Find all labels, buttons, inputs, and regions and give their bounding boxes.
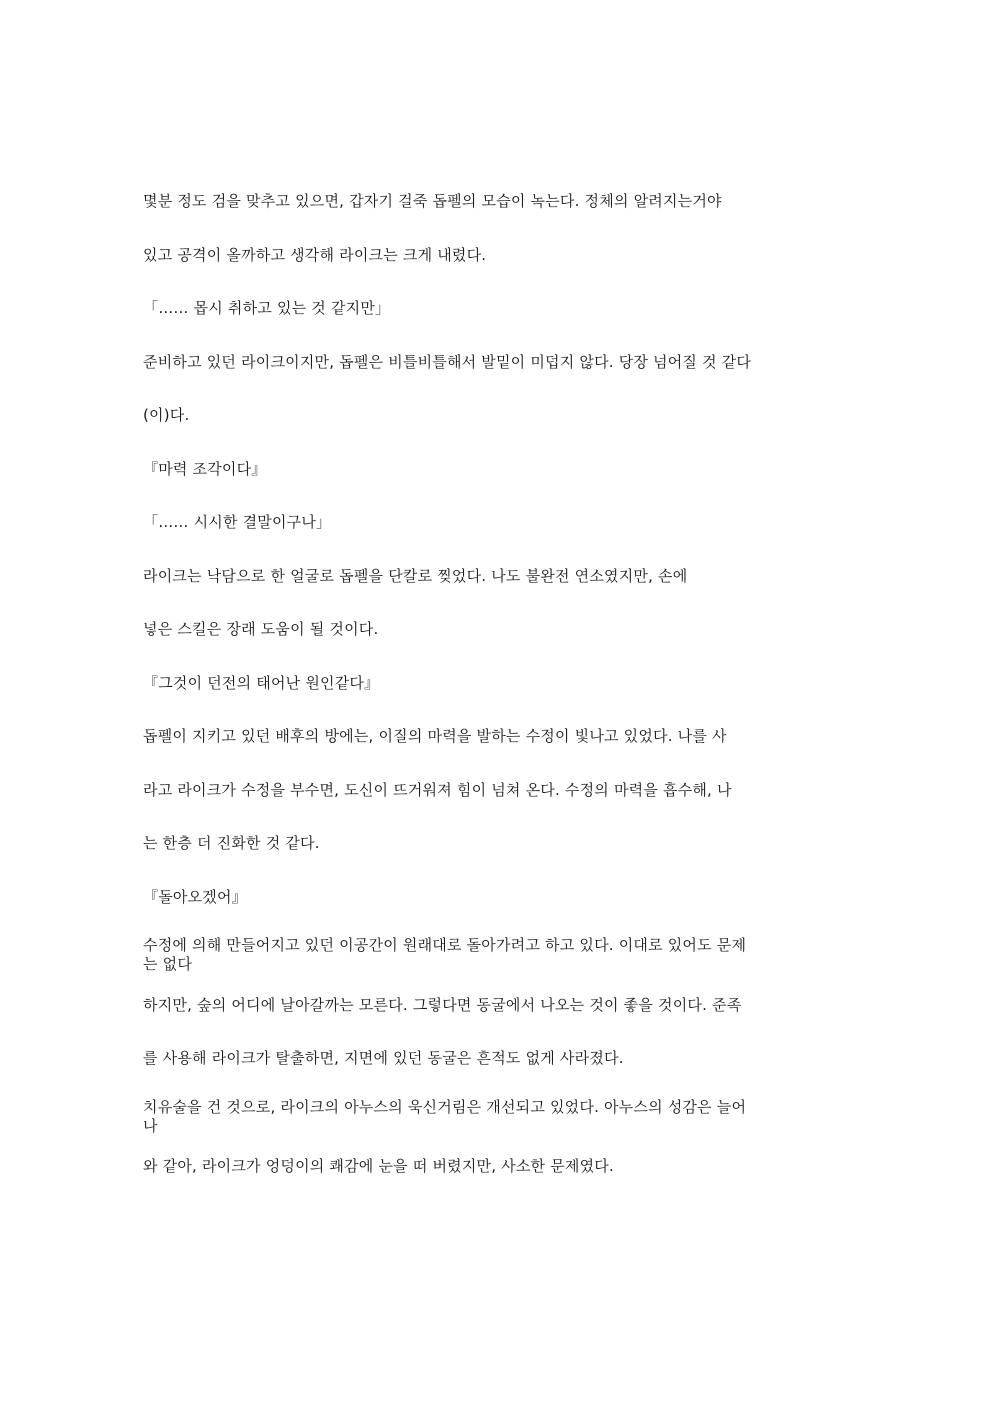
text-line: 치유술을 건 것으로, 라이크의 아누스의 욱신거림은 개선되고 있었다. 아누스의 성감은 늘어 나 [143, 1097, 747, 1135]
text-line: 와 같아, 라이크가 엉덩이의 쾌감에 눈을 떠 버렸지만, 사소한 문제였다. [143, 1157, 614, 1175]
text-line: 수정에 의해 만들어지고 있던 이공간이 원래대로 돌아가려고 하고 있다. 이대로 있어도 문제 는 없다 [143, 936, 747, 973]
text-line: 하지만, 숲의 어디에 날아갈까는 모른다. 그렇다면 동굴에서 나오는 것이 좋을 것이다. 준족 [143, 995, 742, 1014]
text-line: 『그것이 던전의 태어난 원인같다』 [143, 673, 380, 692]
text-line: 라고 라이크가 수정을 부수면, 도신이 뜨거워져 힘이 넘쳐 온다. 수정의 마력을 흡수해, 나 [143, 780, 732, 799]
text-line: 는 한층 더 진화한 것 같다. [143, 834, 320, 852]
text-line: 「…… 시시한 결말이구나」 [143, 513, 332, 531]
text-line: (이)다. [143, 406, 190, 424]
text-line: 준비하고 있던 라이크이지만, 돕펠은 비틀비틀해서 발밑이 미덥지 않다. 당장 넘어질 것 같다 [143, 352, 752, 371]
body-text [143, 186, 855, 1205]
text-line: 를 사용해 라이크가 탈출하면, 지면에 있던 동굴은 흔적도 없게 사라졌다. [143, 1049, 624, 1067]
text-line: 돕펠이 지키고 있던 배후의 방에는, 이질의 마력을 발하는 수정이 빛나고 있었다. 나를 사 [143, 727, 727, 745]
text-line: 있고 공격이 올까하고 생각해 라이크는 크게 내렸다. [143, 245, 487, 264]
text-line: 라이크는 낙담으로 한 얼굴로 돕펠을 단칼로 찢었다. 나도 불완전 연소였지만, 손에 [143, 566, 688, 585]
text-line: 「…… 몹시 취하고 있는 것 같지만」 [143, 299, 391, 317]
text-line: 『마력 조각이다』 [143, 459, 267, 478]
text-line: 몇분 정도 검을 맞추고 있으면, 갑자기 걸죽 돕펠의 모습이 녹는다. 정체의 알려지는거야 [143, 192, 722, 210]
text-line: 넣은 스킬은 장래 도움이 될 것이다. [143, 620, 379, 638]
text-line: 『돌아오겠어』 [143, 887, 247, 906]
